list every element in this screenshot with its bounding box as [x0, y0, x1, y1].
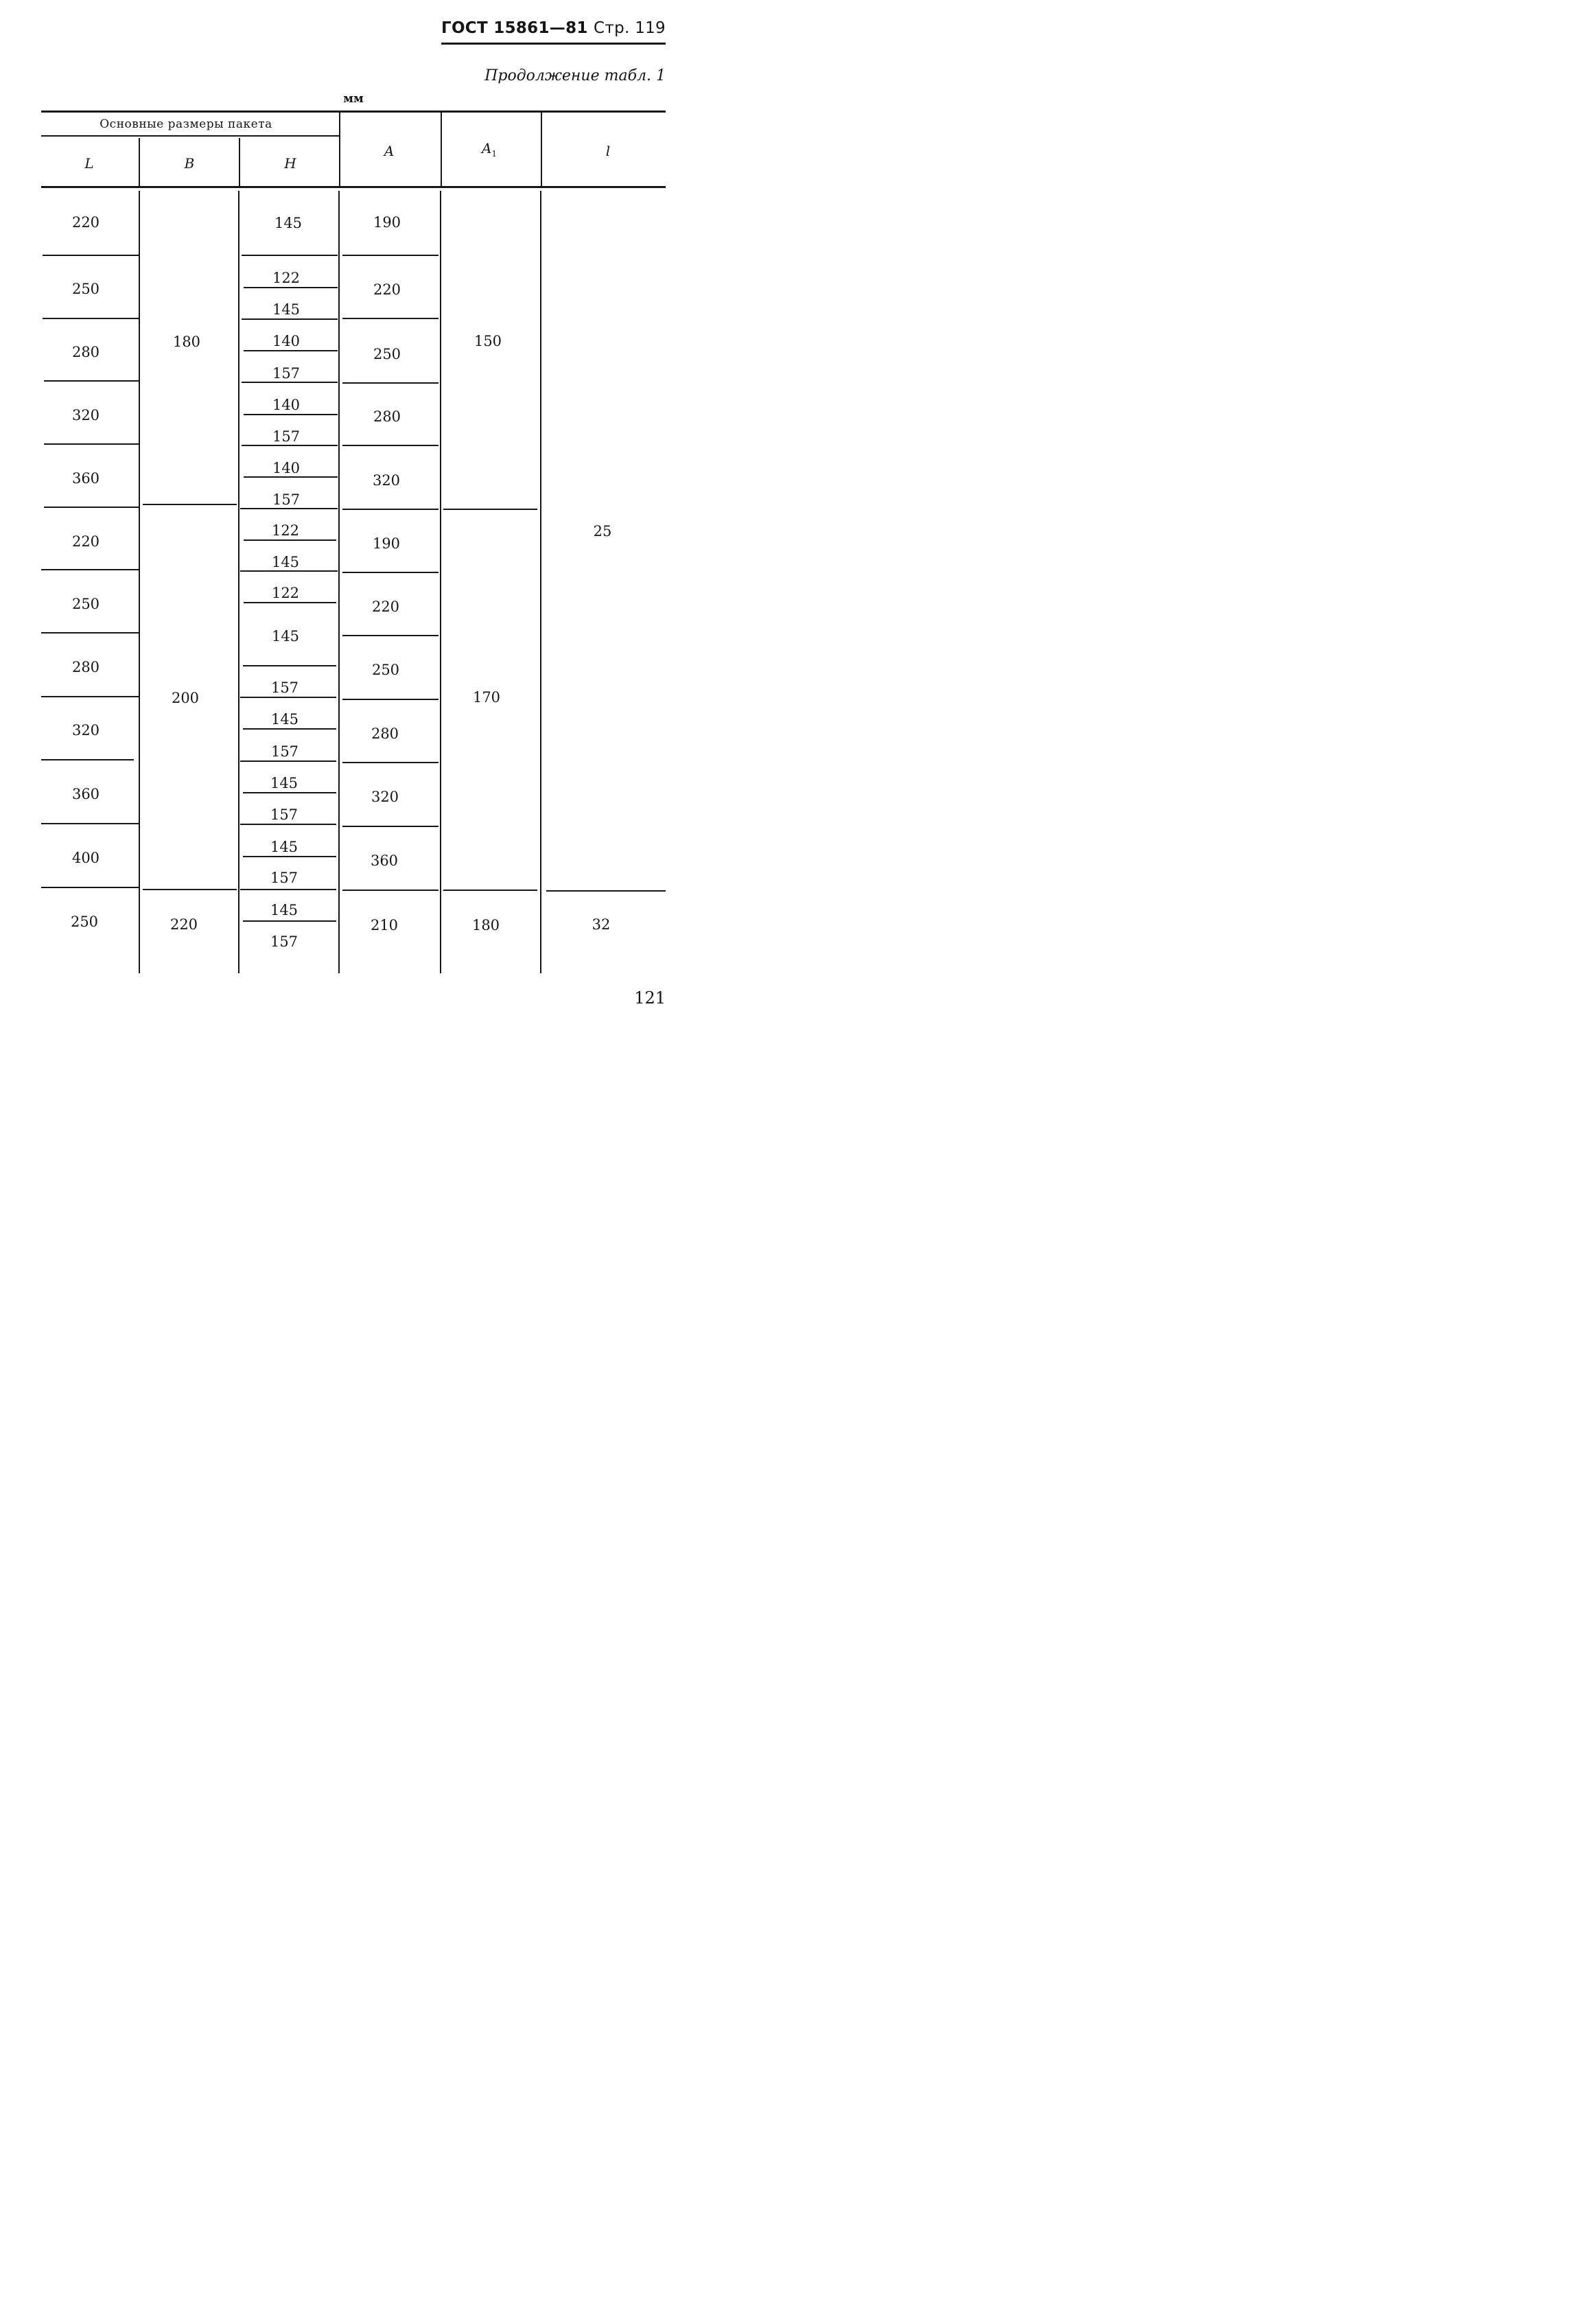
row-rule: [240, 697, 336, 698]
cell-H: 145: [270, 839, 299, 855]
row-rule: [41, 632, 139, 634]
row-rule: [240, 824, 336, 825]
row-rule: [240, 570, 338, 572]
table-top-rule: [41, 111, 666, 113]
row-rule: [44, 380, 139, 382]
cell-H: 157: [270, 870, 299, 886]
row-rule: [41, 569, 139, 570]
cell-A1: 170: [472, 689, 501, 706]
column-divider: [338, 191, 340, 973]
row-rule: [342, 255, 439, 256]
row-rule: [242, 255, 338, 256]
row-rule: [44, 443, 139, 445]
cell-H: 157: [272, 428, 301, 445]
row-rule: [342, 318, 439, 319]
row-rule: [41, 887, 139, 888]
cell-H: 140: [272, 333, 301, 349]
cell-A: 220: [371, 599, 400, 615]
row-rule: [240, 889, 336, 890]
cell-H: 157: [270, 679, 299, 696]
row-rule: [43, 318, 139, 319]
cell-L: 320: [71, 407, 100, 423]
col-header-L: L: [84, 155, 94, 172]
cell-H: 145: [270, 711, 299, 728]
page-number: 121: [634, 988, 666, 1008]
cell-H: 145: [270, 775, 299, 791]
cell-A: 210: [370, 917, 399, 933]
cell-H: 157: [270, 933, 299, 950]
cell-L: 250: [70, 914, 99, 930]
header-page: Стр. 119: [594, 19, 666, 37]
row-rule: [240, 508, 338, 509]
row-rule: [342, 445, 439, 446]
cell-l: 25: [593, 523, 612, 539]
column-divider: [238, 191, 239, 973]
cell-L: 250: [71, 596, 100, 612]
cell-H: 157: [272, 365, 301, 382]
cell-A: 190: [373, 214, 401, 231]
row-rule: [41, 823, 139, 824]
col-header-A1-base: A: [481, 140, 492, 156]
row-rule: [244, 602, 336, 603]
row-rule: [242, 445, 338, 446]
row-rule: [242, 382, 338, 383]
cell-H: 145: [270, 902, 299, 918]
cell-L: 280: [71, 344, 100, 360]
row-rule: [243, 920, 336, 922]
row-rule: [342, 635, 439, 636]
cell-H: 122: [272, 270, 301, 286]
cell-A: 360: [370, 852, 399, 869]
cell-B: 200: [171, 690, 200, 706]
row-rule: [143, 504, 237, 505]
row-rule: [342, 699, 439, 700]
header-divider: [541, 113, 542, 187]
header-divider: [441, 113, 442, 187]
group-header-rule: [41, 135, 339, 137]
cell-H: 122: [271, 585, 300, 601]
header-divider: [139, 138, 140, 187]
row-rule: [546, 890, 666, 892]
col-header-A1-sub: 1: [491, 149, 498, 159]
col-header-A: A: [384, 143, 395, 159]
doc-number: ГОСТ 15861—81: [441, 19, 588, 37]
table-continuation-caption: Продолжение табл. 1: [484, 67, 666, 84]
row-rule: [143, 889, 237, 890]
page-header: [441, 19, 666, 45]
group-header: Основные размеры пакета: [100, 117, 272, 131]
row-rule: [342, 826, 439, 827]
row-rule: [243, 856, 336, 857]
cell-H: 145: [272, 301, 301, 318]
cell-H: 145: [271, 628, 300, 644]
col-header-H: H: [284, 155, 296, 172]
col-header-B: B: [184, 155, 195, 172]
row-rule: [244, 476, 338, 478]
row-rule: [342, 762, 439, 763]
cell-B: 220: [169, 916, 198, 933]
row-rule: [243, 665, 336, 666]
row-rule: [342, 572, 439, 573]
row-rule: [342, 509, 439, 510]
row-rule: [240, 760, 336, 762]
row-rule: [244, 414, 338, 415]
cell-L: 360: [71, 470, 100, 487]
column-divider: [440, 191, 441, 973]
cell-A: 320: [371, 789, 399, 805]
cell-A1: 180: [471, 917, 500, 933]
cell-A: 220: [373, 281, 401, 298]
cell-A: 250: [373, 346, 401, 362]
row-rule: [342, 382, 439, 384]
cell-A: 320: [372, 472, 401, 489]
row-rule: [243, 792, 336, 793]
cell-A: 280: [371, 725, 399, 742]
cell-A: 250: [371, 662, 400, 678]
cell-L: 220: [71, 533, 100, 550]
header-divider: [239, 138, 240, 187]
cell-H: 157: [270, 743, 299, 760]
unit-label: мм: [343, 92, 364, 106]
column-divider: [139, 191, 140, 973]
cell-l: 32: [592, 916, 611, 933]
row-rule: [443, 890, 537, 891]
cell-H: 122: [271, 522, 300, 539]
column-divider: [540, 191, 541, 973]
cell-H: 145: [271, 554, 300, 570]
cell-L: 400: [71, 850, 100, 866]
cell-H: 140: [272, 397, 301, 413]
row-rule: [242, 318, 338, 320]
row-rule: [243, 728, 336, 730]
row-rule: [41, 696, 139, 697]
cell-L: 360: [71, 786, 100, 802]
cell-H: 157: [270, 806, 299, 823]
cell-L: 250: [71, 281, 100, 297]
row-rule: [44, 507, 139, 508]
cell-A1: 150: [474, 333, 502, 349]
cell-B: 180: [172, 334, 201, 350]
row-rule: [244, 539, 336, 541]
cell-L: 280: [71, 659, 100, 675]
cell-H: 145: [274, 215, 303, 231]
col-header-l: l: [605, 143, 611, 159]
header-divider: [339, 113, 340, 187]
cell-L: 320: [71, 722, 100, 739]
row-rule: [244, 350, 338, 351]
row-rule: [43, 255, 139, 256]
row-rule: [443, 509, 537, 510]
cell-H: 157: [272, 491, 301, 508]
cell-H: 140: [272, 460, 301, 476]
cell-A: 280: [373, 408, 401, 425]
row-rule: [244, 287, 338, 288]
cell-L: 220: [71, 214, 100, 231]
row-rule: [342, 890, 439, 891]
header-bottom-rule: [41, 186, 666, 188]
col-header-A1: [482, 139, 497, 163]
row-rule: [41, 759, 134, 760]
cell-A: 190: [372, 535, 401, 552]
